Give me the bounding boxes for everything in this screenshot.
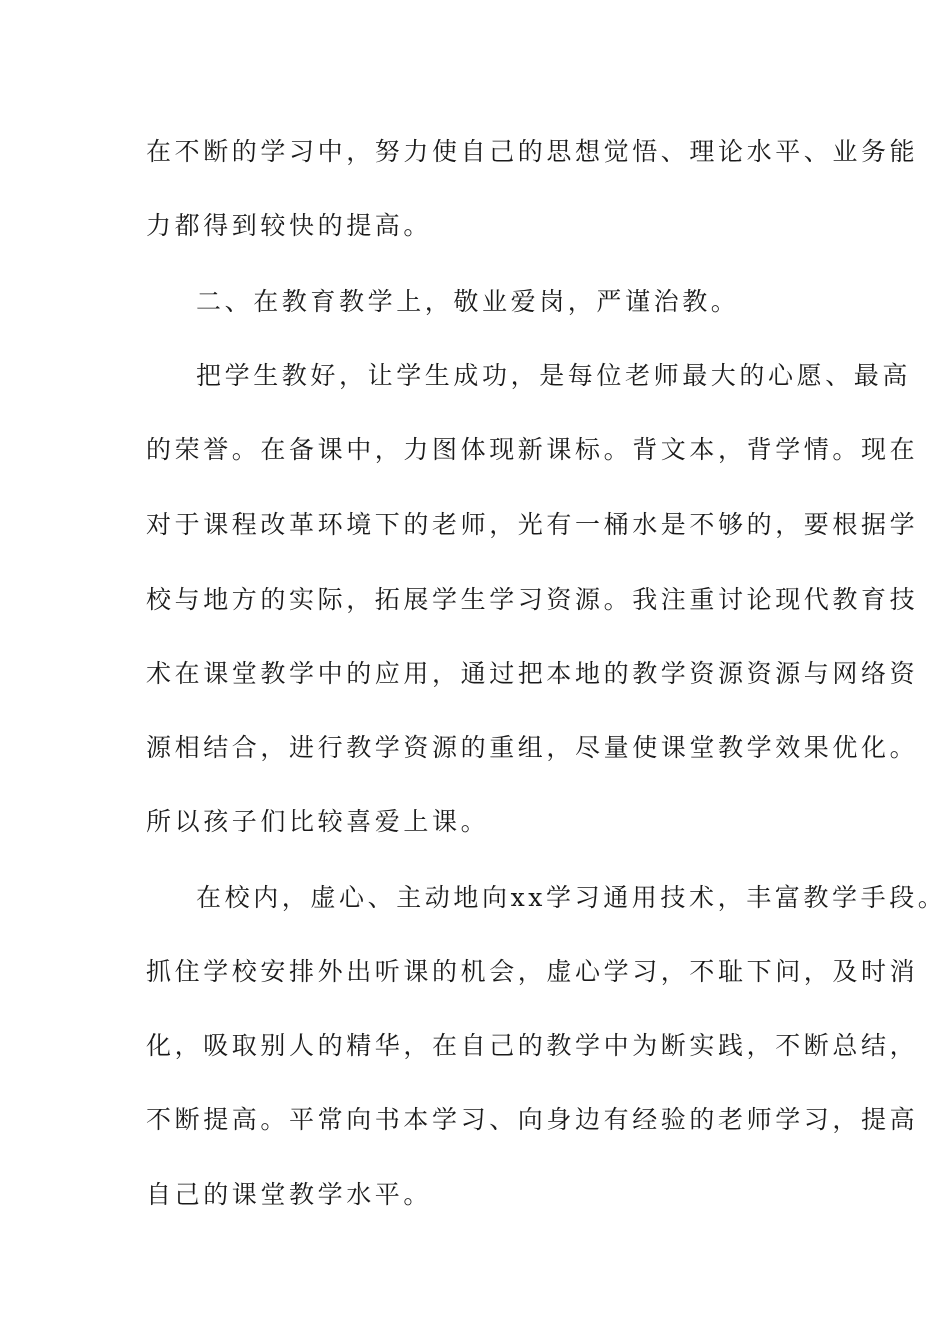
text-line-6: 对于课程改革环境下的老师，光有一桶水是不够的，要根据学 — [146, 510, 919, 539]
text-line-2: 力都得到较快的提高。 — [146, 211, 433, 240]
section-heading: 二、在教育教学上，敬业爱岗，严谨治教。 — [196, 287, 740, 316]
text-line-13: 化，吸取别人的精华，在自己的教学中为断实践，不断总结， — [146, 1031, 919, 1060]
text-line-10: 所以孩子们比较喜爱上课。 — [146, 807, 490, 836]
text-line-14: 不断提高。平常向书本学习、向身边有经验的老师学习，提高 — [146, 1105, 919, 1134]
text-line-9: 源相结合，进行教学资源的重组，尽量使课堂教学效果优化。 — [146, 733, 919, 762]
text-line-11: 在校内，虚心、主动地向xx学习通用技术，丰富教学手段。 — [196, 883, 947, 912]
text-line-8: 术在课堂教学中的应用，通过把本地的教学资源资源与网络资 — [146, 659, 919, 688]
text-line-12: 抓住学校安排外出听课的机会，虚心学习，不耻下问，及时消 — [146, 957, 919, 986]
text-line-1: 在不断的学习中，努力使自己的思想觉悟、理论水平、业务能 — [146, 137, 919, 166]
text-line-4: 把学生教好，让学生成功，是每位老师最大的心愿、最高 — [196, 361, 912, 390]
text-line-15: 自己的课堂教学水平。 — [146, 1180, 433, 1209]
text-line-5: 的荣誉。在备课中，力图体现新课标。背文本，背学情。现在 — [146, 435, 919, 464]
text-line-7: 校与地方的实际，拓展学生学习资源。我注重讨论现代教育技 — [146, 585, 919, 614]
